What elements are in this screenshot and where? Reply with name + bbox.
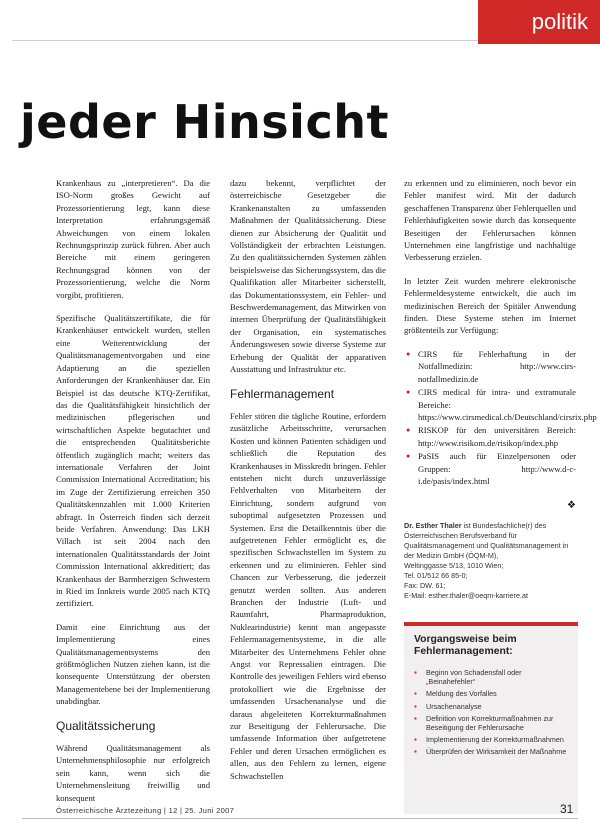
list-item: ▪ Meldung des Vorfalles [414, 689, 568, 698]
list-item: ● RISKOP für den universitären Bereich: http://www.risikom.de/risikop/index.php [404, 424, 576, 449]
column-2 [230, 177, 386, 793]
paragraph: Während Qualitätsmanagement als Unternehmensphilosophie nur erfolgreich sein kann, wenn sich die Unternehmensleitung freiwillig und konsequent [56, 743, 210, 803]
paragraph: Krankenhaus zu „interpretieren“. Da die ISO-Norm großes Gewicht auf Prozessorientierung legt, kann diese Interpretation erfahrungsgemäß Abweichungen von einem lokalen Rechnungsprinzip zurück führen. Aber auch Bereiche mit einem geringeren Rechnungsgrad können von der Prozessorientierung, welche die Norm vorgibt, profitieren. [56, 178, 210, 300]
author-info [404, 521, 576, 601]
page-number: 31 [560, 802, 574, 816]
author-bio: ist Bundesfachliche(r) des Österreichischen Berufsverband für Qualitätsmanagement und Qualitätsmanagement in der Medizin GmbH (ÖQM-M), [404, 520, 569, 560]
headline: jeder Hinsicht [20, 95, 389, 149]
paragraph: Fehler stören die tägliche Routine, erfordern zusätzliche Arbeitsschritte, verursachen Kosten und können Patienten schädigen und schließlich die Reputation des Krankenhauses in Misskredit bringen. Fehler entstehen nicht durch unzuverlässige Fehlverhalten von Mitarbeitern der Einrichtung, sondern aufgrund von suboptimal aufgesetzten Prozessen und Systemen. Erst die Detailkenntnis über die aufgetretenen Fehler ermöglicht es, die spezifischen Schwachstellen im System zu erkennen und zu eliminieren. Fehler sind Chancen zur Verbesserung, die jederzeit genutzt werden sollten. Aus anderen Branchen der Industrie (Luft- und Raumfahrt, Pharmaproduktion, Nuklearindustrie) kennt man angepasste Fehlermanagementsysteme, in die alle Mitarbeiter des Unternehmens Fehler ohne Angst vor Repressalien eintragen. Die Kontrolle des jeweiligen Fehlers wird ebenso protokolliert wie die Ergebnisse der umfassenden Ursachenanalyse und die daraus abgeleiteten Korrekturmaßnahmen zur Beseitigung der Fehlerursache. Die umfassende Information über aufgetretene Fehler und deren Ursachen ermöglichen es allen, aus den Fehlern zu lernen, eigene Schwachstellen [230, 410, 386, 781]
list-item: ● CIRS für Fehlerhaftung in der Notfallmedizin: http://www.cirs-notfallmedizin.de [404, 348, 576, 385]
section-tag: politik [478, 0, 600, 44]
subheading-fehlermanagement: Fehlermanagement [230, 386, 335, 401]
author-email: E-Mail: esther.thaler@oeqm-karriere.at [404, 590, 528, 600]
paragraph: In letzter Zeit wurden mehrere elektronische Fehlermeldesysteme entwickelt, die auch im medizinischen Bereich der Spitäler Anwendung finden. Diese Systeme stehen im Internet größtenteils zur Verfügung: [404, 275, 576, 336]
procedure-list [414, 668, 568, 757]
list-item: ● CIRS medical für intra- und extramurale Bereiche: https://www.cirsmedical.ch/Deutschland/cirsrix.php [404, 386, 576, 423]
list-item: ▪ Implementierung der Korrekturmaßnahmen [414, 735, 568, 744]
end-mark-icon: ❖ [567, 500, 576, 512]
author-fax: Fax: DW. 61; [404, 580, 446, 590]
list-item: ● PaSIS auch für Einzelpersonen oder Gruppen: http://www.d-c-i.de/pasis/index.html [404, 450, 576, 487]
procedure-box [404, 622, 578, 814]
subheading-qualitaetssicherung: Qualitätssicherung [56, 718, 156, 733]
list-item: ▪ Überprüfen der Wirksamkeit der Maßnahme [414, 747, 568, 756]
paragraph: Damit eine Einrichtung aus der Implementierung eines Qualitätsmanagementsystems den größtmöglichen Nutzen ziehen kann, ist die konsequente Unterstützung der obersten Managementebene bei der Implementierung unabdingbar. [56, 621, 210, 707]
paragraph: dazu bekennt, verpflichtet der österreichische Gesetzgeber die Krankenanstalten zu umfassenden Maßnahmen der Qualitätssicherung. Diese dienen zur Absicherung der Qualität und Vollständigkeit der erbrachten Leistungen. Zu den qualitätssichernden Systemen zählen beispielsweise das Sicherungssystem, das die Qualifikation aller Mitarbeiter sicherstellt, das Dokumentationssystem, ein Fehler- und Beschwerdemanagement, das Mitwirken von internen Überprüfung der Qualitätsfähigkeit der Organisation, ein systematisches Änderungswesen sowie diverse Systeme zur Erhebung der Qualität der apparativen Ausstattung und Infrastruktur etc. [230, 178, 386, 375]
box-title: Vorgangsweise beim Fehlermanagement: [414, 634, 517, 657]
system-list [404, 348, 597, 487]
list-item: ▪ Definition von Korrekturmaßnahmen zur Beseitigung der Fehlerursache [414, 714, 568, 732]
top-rule [12, 40, 478, 41]
list-item: ▪ Beginn von Schadensfall oder „Beinahefehler“ [414, 668, 568, 686]
footer-rule [22, 818, 578, 819]
paragraph: zu erkennen und zu eliminieren, noch bevor ein Fehler manifest wird. Mit der dadurch geschaffenen Transparenz über Fehlerquellen und Fehlerhäufigkeiten sowie durch das konsequente Beseitigen der Fehlerursachen können Unternehmen eine langfristige und nachhaltige Verbesserung erzielen. [404, 178, 576, 263]
column-1 [56, 177, 210, 815]
author-tel: Tel. 01/512 66 85-0; [404, 570, 468, 580]
author-name: Dr. Esther Thaler [404, 520, 462, 530]
footer-text: Österreichische Ärztezeitung | 12 | 25. Juni 2007 [56, 806, 235, 815]
list-item: ▪ Ursachenanalyse [414, 702, 568, 711]
paragraph: Spezifische Qualitätszertifikate, die für Krankenhäuser entwickelt wurden, stellen eine Weiterentwicklung der Qualitätsmanagementvorgaben und eine Adaptierung an die speziellen Anforderungen der Krankenhäuser dar. Ein Beispiel ist das deutsche KTQ-Zertifikat, das die Qualitätsfähigkeit hinsichtlich der medizinischen pflegerischen und wirtschaftlichen Aspekte begutachtet und die entsprechenden Qualitätsberichte öffentlich zugänglich macht; weiters das internationale Verfahren der Joint Commission International Accreditation; bis im Zuge der Zertifizierung erreichen 350 Qualitätskennzahlen mit 1.000 Kriterien abfragt. In Österreich finden sich derzeit beide Verfahren. Anwendung: Das LKH Villach ist seit 2004 nach den internationalen Qualitätsstandards der Joint Commission International akkreditiert; das Krankenhaus der Barmherzigen Schwestern in Ried im Innkreis wurde 2005 nach KTQ zertifiziert. [56, 313, 210, 609]
author-address: Weltinggasse 5/13, 1010 Wien; [404, 560, 504, 570]
column-3 [404, 177, 597, 601]
